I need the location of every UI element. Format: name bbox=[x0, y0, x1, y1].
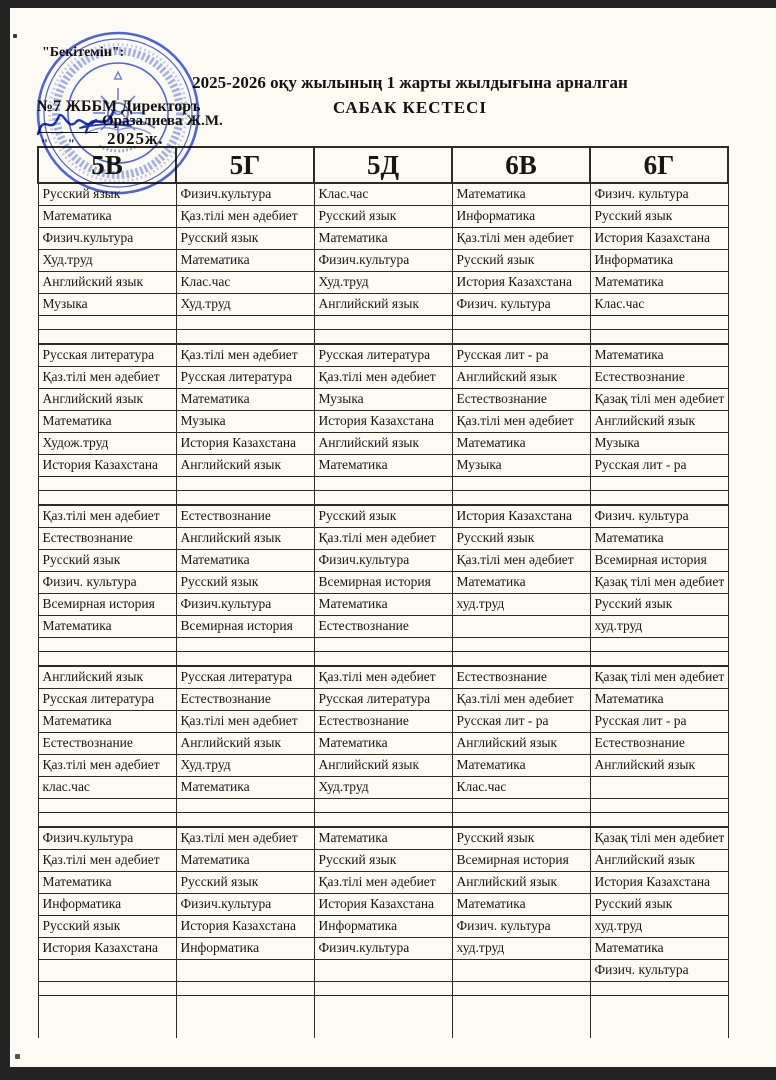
schedule-cell: Музыка bbox=[452, 455, 590, 477]
schedule-cell: История Казахстана bbox=[314, 411, 452, 433]
subject-row bbox=[38, 505, 728, 528]
schedule-cell: Қаз.тілі мен әдебиет bbox=[176, 344, 314, 367]
schedule-cell: Естествознание bbox=[176, 505, 314, 528]
empty-cell bbox=[314, 652, 452, 667]
schedule-cell bbox=[590, 777, 728, 799]
schedule-cell: Қаз.тілі мен әдебиет bbox=[176, 711, 314, 733]
schedule-cell: Математика bbox=[314, 228, 452, 250]
schedule-cell: Английский язык bbox=[452, 367, 590, 389]
empty-cell bbox=[38, 477, 176, 491]
schedule-cell: Русская литература bbox=[176, 367, 314, 389]
empty-cell bbox=[590, 652, 728, 667]
class-header-5d: 5Д bbox=[314, 147, 452, 183]
subject-row bbox=[38, 272, 728, 294]
schedule-cell: Худож.труд bbox=[38, 433, 176, 455]
empty-cell bbox=[452, 996, 590, 1039]
empty-cell bbox=[38, 316, 176, 330]
empty-cell bbox=[590, 477, 728, 491]
schedule-cell: Всемирная история bbox=[314, 572, 452, 594]
schedule-cell: Қаз.тілі мен әдебиет bbox=[38, 367, 176, 389]
empty-cell bbox=[176, 477, 314, 491]
empty-cell bbox=[176, 491, 314, 506]
empty-cell bbox=[176, 996, 314, 1039]
schedule-cell: Музыка bbox=[38, 294, 176, 316]
schedule-cell: Клас.час bbox=[314, 183, 452, 206]
empty-cell bbox=[38, 799, 176, 813]
schedule-cell bbox=[452, 960, 590, 982]
schedule-cell: Информатика bbox=[176, 938, 314, 960]
schedule-cell: Русский язык bbox=[590, 206, 728, 228]
schedule-cell: Русский язык bbox=[38, 916, 176, 938]
separator-row bbox=[38, 982, 728, 996]
empty-cell bbox=[314, 491, 452, 506]
schedule-cell: Русская лит - ра bbox=[590, 455, 728, 477]
subject-row bbox=[38, 228, 728, 250]
schedule-cell: Қаз.тілі мен әдебиет bbox=[452, 689, 590, 711]
schedule-cell: Русский язык bbox=[176, 572, 314, 594]
signature-underline bbox=[38, 132, 98, 133]
subject-row bbox=[38, 616, 728, 638]
schedule-cell: Всемирная история bbox=[590, 550, 728, 572]
schedule-cell: Естествознание bbox=[176, 689, 314, 711]
schedule-cell: Английский язык bbox=[38, 666, 176, 689]
empty-cell bbox=[314, 330, 452, 345]
schedule-cell: Физич. культура bbox=[452, 294, 590, 316]
empty-cell bbox=[452, 982, 590, 996]
subject-row bbox=[38, 755, 728, 777]
subject-row bbox=[38, 594, 728, 616]
class-header-5v: 5В bbox=[38, 147, 176, 183]
schedule-cell: Английский язык bbox=[452, 872, 590, 894]
date-quotes: " " bbox=[41, 136, 75, 151]
schedule-cell: Физич. культура bbox=[590, 505, 728, 528]
subject-row bbox=[38, 666, 728, 689]
empty-cell bbox=[590, 813, 728, 828]
schedule-cell: Физич.культура bbox=[314, 938, 452, 960]
schedule-cell: Английский язык bbox=[176, 733, 314, 755]
empty-cell bbox=[176, 652, 314, 667]
schedule-cell: Русская лит - ра bbox=[590, 711, 728, 733]
schedule-cell: Музыка bbox=[314, 389, 452, 411]
schedule-cell: Русская литература bbox=[176, 666, 314, 689]
schedule-cell: Математика bbox=[452, 755, 590, 777]
empty-cell bbox=[590, 982, 728, 996]
document-page bbox=[10, 8, 776, 1067]
subject-row bbox=[38, 850, 728, 872]
schedule-cell: История Казахстана bbox=[314, 894, 452, 916]
schedule-cell: Физич. культура bbox=[590, 960, 728, 982]
schedule-cell: Естествознание bbox=[314, 711, 452, 733]
separator-row bbox=[38, 638, 728, 652]
schedule-cell: Физич. культура bbox=[452, 916, 590, 938]
schedule-cell: Қаз.тілі мен әдебиет bbox=[38, 505, 176, 528]
empty-cell bbox=[38, 982, 176, 996]
schedule-cell: Клас.час bbox=[176, 272, 314, 294]
schedule-cell: Худ.труд bbox=[314, 777, 452, 799]
schedule-cell: Английский язык bbox=[38, 272, 176, 294]
schedule-cell: Математика bbox=[38, 872, 176, 894]
empty-cell bbox=[314, 799, 452, 813]
schedule-cell: История Казахстана bbox=[176, 916, 314, 938]
schedule-cell: худ.труд bbox=[452, 938, 590, 960]
schedule-cell: Естествознание bbox=[38, 733, 176, 755]
schedule-cell: Физич.культура bbox=[176, 894, 314, 916]
schedule-cell: Физич.культура bbox=[38, 827, 176, 850]
schedule-cell: Английский язык bbox=[38, 389, 176, 411]
schedule-cell: Қазақ тілі мен әдебиет bbox=[590, 389, 728, 411]
schedule-cell: История Казахстана bbox=[38, 455, 176, 477]
subject-row bbox=[38, 872, 728, 894]
schedule-cell: Қаз.тілі мен әдебиет bbox=[314, 528, 452, 550]
schedule-cell: Клас.час bbox=[452, 777, 590, 799]
year-label: 2025ж. bbox=[107, 129, 164, 148]
empty-cell bbox=[38, 491, 176, 506]
subject-row bbox=[38, 711, 728, 733]
subject-row bbox=[38, 827, 728, 850]
subject-row bbox=[38, 183, 728, 206]
schedule-cell: Математика bbox=[176, 550, 314, 572]
empty-cell bbox=[452, 638, 590, 652]
schedule-cell: Естествознание bbox=[38, 528, 176, 550]
schedule-cell: Математика bbox=[590, 938, 728, 960]
schedule-cell: Қазақ тілі мен әдебиет bbox=[590, 572, 728, 594]
separator-row bbox=[38, 491, 728, 506]
schedule-cell: Русский язык bbox=[452, 827, 590, 850]
empty-cell bbox=[314, 813, 452, 828]
schedule-cell: Естествознание bbox=[452, 389, 590, 411]
schedule-cell: Физич. культура bbox=[38, 572, 176, 594]
schedule-cell: Естествознание bbox=[590, 367, 728, 389]
schedule-cell: Математика bbox=[38, 411, 176, 433]
schedule-cell: Физич.культура bbox=[176, 594, 314, 616]
subject-row bbox=[38, 344, 728, 367]
schedule-cell: Русский язык bbox=[38, 550, 176, 572]
schedule-cell: худ.труд bbox=[590, 616, 728, 638]
subject-row bbox=[38, 367, 728, 389]
empty-cell bbox=[314, 996, 452, 1039]
class-header-row bbox=[38, 147, 728, 183]
schedule-cell: Қазақ тілі мен әдебиет bbox=[590, 827, 728, 850]
schedule-cell: Английский язык bbox=[590, 755, 728, 777]
scan-artifact bbox=[15, 1054, 20, 1059]
schedule-cell: Физич. культура bbox=[590, 183, 728, 206]
schedule-cell: Математика bbox=[452, 572, 590, 594]
empty-cell bbox=[314, 982, 452, 996]
schedule-cell: Математика bbox=[176, 250, 314, 272]
empty-cell bbox=[176, 982, 314, 996]
title-line-1: 2025-2026 оқу жылының 1 жарты жылдығына арналган bbox=[192, 73, 628, 92]
subject-row bbox=[38, 433, 728, 455]
empty-cell bbox=[452, 316, 590, 330]
schedule-cell: Қаз.тілі мен әдебиет bbox=[452, 228, 590, 250]
schedule-cell: Математика bbox=[314, 594, 452, 616]
schedule-cell: Английский язык bbox=[176, 528, 314, 550]
schedule-cell: История Казахстана bbox=[176, 433, 314, 455]
empty-cell bbox=[590, 330, 728, 345]
empty-cell bbox=[452, 477, 590, 491]
schedule-cell: Математика bbox=[590, 689, 728, 711]
empty-cell bbox=[590, 799, 728, 813]
approve-label: "Бекітемін": bbox=[42, 45, 125, 60]
subject-row bbox=[38, 550, 728, 572]
empty-cell bbox=[590, 316, 728, 330]
document-title bbox=[150, 71, 670, 121]
schedule-cell: Русский язык bbox=[38, 183, 176, 206]
empty-cell bbox=[176, 813, 314, 828]
schedule-cell: Естествознание bbox=[314, 616, 452, 638]
schedule-cell: Английский язык bbox=[452, 733, 590, 755]
schedule-cell: Английский язык bbox=[590, 850, 728, 872]
schedule-cell: Математика bbox=[38, 711, 176, 733]
empty-cell bbox=[38, 996, 176, 1039]
schedule-cell: Русский язык bbox=[452, 250, 590, 272]
schedule-cell: Всемирная история bbox=[38, 594, 176, 616]
schedule-cell: Математика bbox=[590, 528, 728, 550]
schedule-cell: Английский язык bbox=[314, 433, 452, 455]
subject-row bbox=[38, 960, 728, 982]
schedule-cell: Физич.культура bbox=[38, 228, 176, 250]
schedule-cell: Қаз.тілі мен әдебиет bbox=[452, 411, 590, 433]
schedule-cell: Математика bbox=[314, 733, 452, 755]
empty-cell bbox=[38, 813, 176, 828]
schedule-cell: худ.труд bbox=[452, 594, 590, 616]
schedule-cell: Худ.труд bbox=[38, 250, 176, 272]
schedule-cell: Математика bbox=[38, 616, 176, 638]
schedule-cell: Английский язык bbox=[590, 411, 728, 433]
schedule-cell: Русская литература bbox=[314, 344, 452, 367]
schedule-cell: Математика bbox=[452, 433, 590, 455]
class-header-5g: 5Г bbox=[176, 147, 314, 183]
schedule-cell: Қаз.тілі мен әдебиет bbox=[314, 872, 452, 894]
subject-row bbox=[38, 689, 728, 711]
schedule-cell bbox=[38, 960, 176, 982]
separator-row bbox=[38, 330, 728, 345]
subject-row bbox=[38, 733, 728, 755]
empty-cell bbox=[452, 330, 590, 345]
subject-row bbox=[38, 894, 728, 916]
separator-row bbox=[38, 477, 728, 491]
schedule-cell: Русский язык bbox=[176, 228, 314, 250]
schedule-cell: Музыка bbox=[590, 433, 728, 455]
empty-cell bbox=[314, 477, 452, 491]
schedule-cell: Қаз.тілі мен әдебиет bbox=[314, 367, 452, 389]
schedule-cell: Естествознание bbox=[452, 666, 590, 689]
schedule-cell: Русский язык bbox=[314, 505, 452, 528]
subject-row bbox=[38, 938, 728, 960]
schedule-cell: Математика bbox=[452, 894, 590, 916]
schedule-cell: История Казахстана bbox=[38, 938, 176, 960]
empty-cell bbox=[452, 491, 590, 506]
title-line-2: САБАК КЕСТЕСІ bbox=[332, 98, 488, 117]
schedule-cell: Худ.труд bbox=[176, 755, 314, 777]
empty-cell bbox=[590, 638, 728, 652]
schedule-cell: Всемирная история bbox=[452, 850, 590, 872]
schedule-cell: Русская литература bbox=[38, 344, 176, 367]
subject-row bbox=[38, 455, 728, 477]
schedule-cell: Худ.труд bbox=[314, 272, 452, 294]
scan-artifact bbox=[13, 34, 17, 38]
subject-row bbox=[38, 389, 728, 411]
subject-row bbox=[38, 206, 728, 228]
empty-cell bbox=[176, 316, 314, 330]
subject-row bbox=[38, 916, 728, 938]
schedule-cell: Қаз.тілі мен әдебиет bbox=[314, 666, 452, 689]
schedule-cell: Физич.культура bbox=[314, 250, 452, 272]
schedule-cell: Музыка bbox=[176, 411, 314, 433]
schedule-cell: Қаз.тілі мен әдебиет bbox=[176, 827, 314, 850]
schedule-cell: Математика bbox=[590, 344, 728, 367]
schedule-cell: Математика bbox=[176, 850, 314, 872]
schedule-cell: Русский язык bbox=[314, 206, 452, 228]
schedule-cell: Қаз.тілі мен әдебиет bbox=[176, 206, 314, 228]
subject-row bbox=[38, 572, 728, 594]
empty-cell bbox=[176, 638, 314, 652]
schedule-table bbox=[37, 146, 729, 1038]
subject-row bbox=[38, 411, 728, 433]
empty-cell bbox=[38, 652, 176, 667]
schedule-cell: Английский язык bbox=[314, 755, 452, 777]
class-header-6g: 6Г bbox=[590, 147, 728, 183]
schedule-cell: История Казахстана bbox=[590, 228, 728, 250]
empty-cell bbox=[176, 799, 314, 813]
schedule-cell: Қаз.тілі мен әдебиет bbox=[38, 850, 176, 872]
schedule-cell: Английский язык bbox=[314, 294, 452, 316]
empty-cell bbox=[314, 638, 452, 652]
empty-cell bbox=[452, 652, 590, 667]
empty-cell bbox=[176, 330, 314, 345]
schedule-cell: Математика bbox=[314, 455, 452, 477]
separator-row bbox=[38, 316, 728, 330]
schedule-cell: Информатика bbox=[590, 250, 728, 272]
schedule-cell: Математика bbox=[38, 206, 176, 228]
empty-cell bbox=[452, 799, 590, 813]
subject-row bbox=[38, 294, 728, 316]
schedule-cell: Русский язык bbox=[590, 594, 728, 616]
class-header-6v: 6В bbox=[452, 147, 590, 183]
director-line: №7 ЖББМ Директоръ bbox=[37, 98, 201, 115]
schedule-cell: Худ.труд bbox=[176, 294, 314, 316]
schedule-cell: Математика bbox=[176, 389, 314, 411]
schedule-cell: Математика bbox=[314, 827, 452, 850]
subject-row bbox=[38, 777, 728, 799]
empty-cell bbox=[38, 638, 176, 652]
schedule-cell: Всемирная история bbox=[176, 616, 314, 638]
schedule-cell: Естествознание bbox=[590, 733, 728, 755]
schedule-cell: Математика bbox=[590, 272, 728, 294]
subject-row bbox=[38, 250, 728, 272]
schedule-cell: Физич.культура bbox=[314, 550, 452, 572]
schedule-cell: Русская лит - ра bbox=[452, 344, 590, 367]
schedule-cell: Русский язык bbox=[314, 850, 452, 872]
schedule-cell: худ.труд bbox=[590, 916, 728, 938]
schedule-cell: Русская лит - ра bbox=[452, 711, 590, 733]
schedule-cell bbox=[452, 616, 590, 638]
schedule-cell: клас.час bbox=[38, 777, 176, 799]
empty-cell bbox=[314, 316, 452, 330]
schedule-cell: История Казахстана bbox=[590, 872, 728, 894]
schedule-cell: Қаз.тілі мен әдебиет bbox=[452, 550, 590, 572]
subject-row bbox=[38, 528, 728, 550]
empty-cell bbox=[590, 996, 728, 1039]
schedule-cell bbox=[314, 960, 452, 982]
empty-cell bbox=[38, 330, 176, 345]
schedule-cell: Информатика bbox=[314, 916, 452, 938]
schedule-cell: Русский язык bbox=[452, 528, 590, 550]
schedule-cell: Физич.культура bbox=[176, 183, 314, 206]
schedule-cell: Английский язык bbox=[176, 455, 314, 477]
schedule-cell: Қаз.тілі мен әдебиет bbox=[38, 755, 176, 777]
schedule-cell: Клас.час bbox=[590, 294, 728, 316]
schedule-cell: Информатика bbox=[38, 894, 176, 916]
schedule-cell: Математика bbox=[176, 777, 314, 799]
schedule-cell bbox=[176, 960, 314, 982]
schedule-cell: Информатика bbox=[452, 206, 590, 228]
separator-row bbox=[38, 813, 728, 828]
schedule-cell: Русская литература bbox=[314, 689, 452, 711]
separator-row bbox=[38, 799, 728, 813]
empty-cell bbox=[590, 491, 728, 506]
open-row bbox=[38, 996, 728, 1039]
empty-cell bbox=[452, 813, 590, 828]
schedule-cell: Қазақ тілі мен әдебиет bbox=[590, 666, 728, 689]
schedule-cell: Русский язык bbox=[176, 872, 314, 894]
signer-name: Оразалиева Ж.М. bbox=[102, 113, 223, 129]
schedule-cell: Русская литература bbox=[38, 689, 176, 711]
schedule-cell: Русский язык bbox=[590, 894, 728, 916]
schedule-cell: Математика bbox=[452, 183, 590, 206]
separator-row bbox=[38, 652, 728, 667]
schedule-cell: История Казахстана bbox=[452, 272, 590, 294]
schedule-cell: История Казахстана bbox=[452, 505, 590, 528]
